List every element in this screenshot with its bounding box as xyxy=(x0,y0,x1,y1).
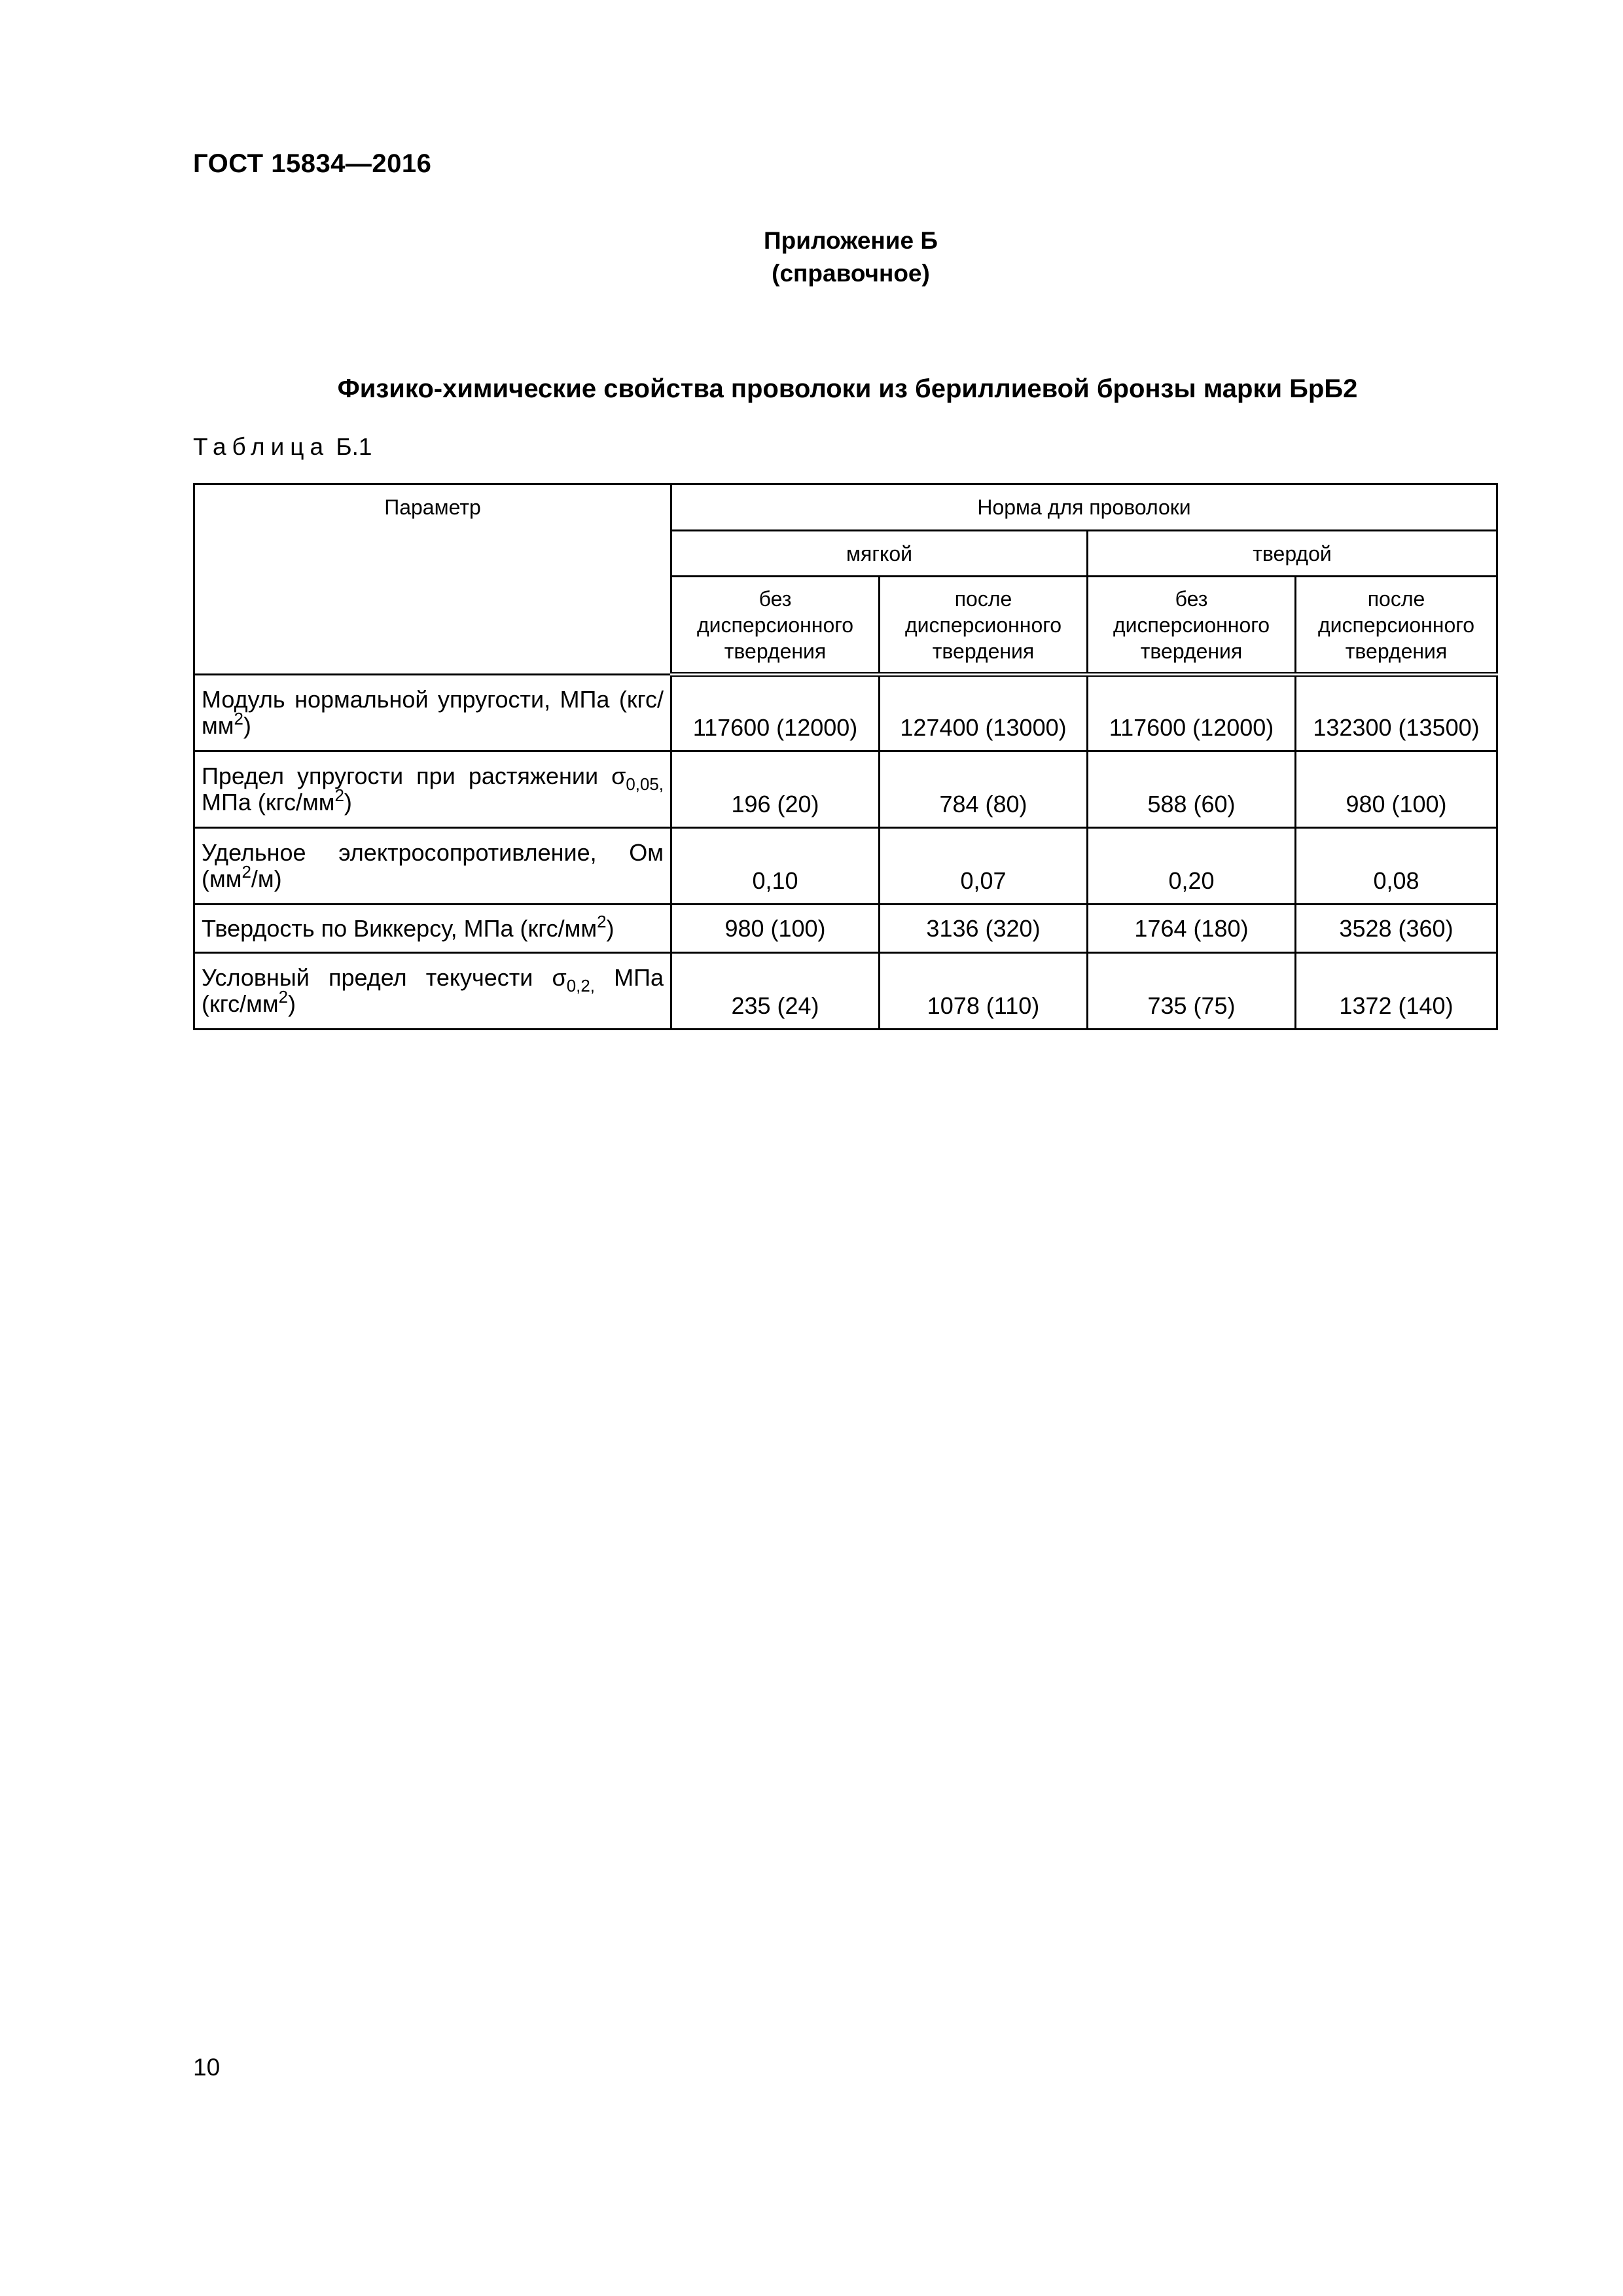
table-cell: 3528 (360) xyxy=(1296,905,1497,953)
table-cell: 980 (100) xyxy=(1296,751,1497,828)
param-yield-strength: Условный предел текучести $\sigma_{0,2,}$ МПа $(кгс/мм^2)$ xyxy=(194,953,671,1030)
table-cell: 1078 (110) xyxy=(880,953,1088,1030)
document-code: ГОСТ 15834—2016 xyxy=(193,149,432,178)
param-resistivity: Удельное электросопротивление, Ом $(мм^2/м)$ xyxy=(194,828,671,905)
table-label-word: Таблица xyxy=(193,433,330,460)
table-cell: 196 (20) xyxy=(671,751,880,828)
param-column-header: Параметр xyxy=(194,484,671,675)
subheader-hard-after: после дисперсионного твердения xyxy=(1296,577,1497,675)
page-title: Физико-химические свойства проволоки из бериллиевой бронзы марки БрБ2 xyxy=(337,374,1358,403)
param-vickers-hardness: Твердость по Виккерсу, МПа $(кгс/мм^2)$ xyxy=(194,905,671,953)
table-label xyxy=(193,433,372,461)
hard-header: твердой xyxy=(1088,531,1497,577)
table-cell: 117600 (12000) xyxy=(671,675,880,751)
table-cell: 0,10 xyxy=(671,828,880,905)
page-number: 10 xyxy=(193,2054,221,2081)
table-row xyxy=(194,953,1497,1030)
appendix-heading xyxy=(720,224,982,290)
table-row xyxy=(194,828,1497,905)
table-cell: 0,08 xyxy=(1296,828,1497,905)
table-cell: 117600 (12000) xyxy=(1088,675,1296,751)
table-cell: 132300 (13500) xyxy=(1296,675,1497,751)
table-row xyxy=(194,751,1497,828)
subheader-soft-without: без дисперсионного твердения xyxy=(671,577,880,675)
table-cell: 127400 (13000) xyxy=(880,675,1088,751)
table-cell: 784 (80) xyxy=(880,751,1088,828)
table-row xyxy=(194,675,1497,751)
appendix-kind: (справочное) xyxy=(772,260,930,287)
soft-header: мягкой xyxy=(671,531,1088,577)
table-cell: 3136 (320) xyxy=(880,905,1088,953)
table-cell: 735 (75) xyxy=(1088,953,1296,1030)
norm-header: Норма для проволоки xyxy=(671,484,1497,531)
table-cell: 1372 (140) xyxy=(1296,953,1497,1030)
table-cell: 588 (60) xyxy=(1088,751,1296,828)
table-cell: 980 (100) xyxy=(671,905,880,953)
table-cell: 0,07 xyxy=(880,828,1088,905)
properties-table xyxy=(193,483,1498,1030)
table-cell: 1764 (180) xyxy=(1088,905,1296,953)
table-label-number: Б.1 xyxy=(336,433,372,460)
subheader-hard-without: без дисперсионного твердения xyxy=(1088,577,1296,675)
table-row xyxy=(194,905,1497,953)
table-cell: 235 (24) xyxy=(671,953,880,1030)
appendix-title: Приложение Б xyxy=(764,227,938,254)
param-elastic-modulus: Модуль нормальной упругости, МПа $(кгс/мм^2)$ xyxy=(194,675,671,751)
param-elastic-limit: Предел упругости при растяжении $\sigma_{0,05,}$ МПа $(кгс/мм^2)$ xyxy=(194,751,671,828)
table-cell: 0,20 xyxy=(1088,828,1296,905)
subheader-soft-after: после дисперсионного твердения xyxy=(880,577,1088,675)
